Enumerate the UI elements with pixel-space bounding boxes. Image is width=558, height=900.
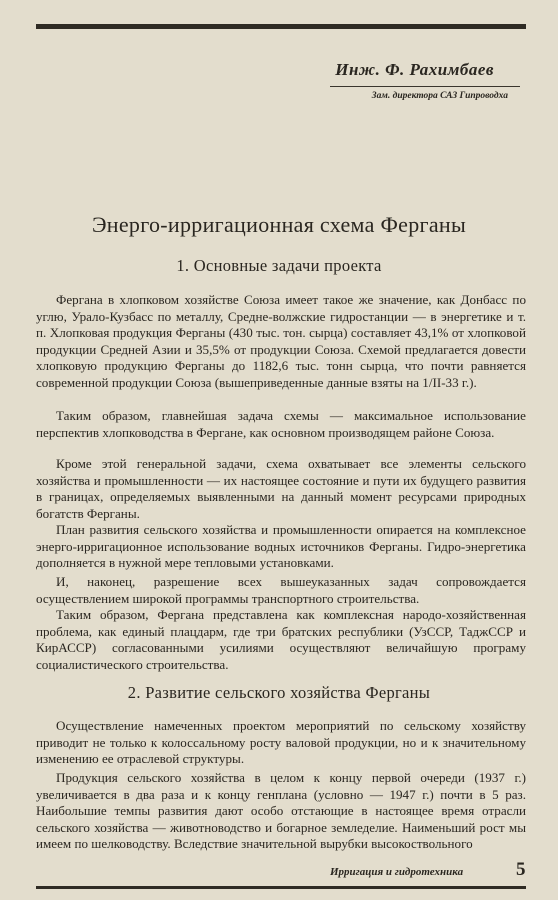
page-number: 5 (516, 859, 526, 880)
author-name: Инж. Ф. Рахимбаев (335, 60, 494, 79)
section-2-heading: 2. Развитие сельского хозяйства Ферганы (127, 683, 431, 702)
paragraph: Таким образом, Фергана представлена как комплексная народо-хозяйственная проблема, как единый плацдарм, где три братских республики (УзССР, ТаджССР и КирАССР) согласованными усилиями осуществляют величайшую програму социалистического строительства. (36, 607, 526, 672)
bottom-rule (36, 886, 526, 889)
paragraph: Продукция сельского хозяйства в целом к концу первой очереди (1937 г.) увеличивается в два раза и к концу генплана (условно — 1947 г.) почти в 5 раз. Наибольшие темпы развития дают особо отстающие в настоящее время отрасли сельского хозяйства — животноводство и богарное земледелие. Наименьший рост мы имеем по шелководству. Вследствие значительной вырубки высокоствольного (36, 770, 526, 852)
top-rule (36, 24, 526, 29)
author-underline (330, 86, 520, 87)
paragraph: И, наконец, разрешение всех вышеуказанных задач сопровождается осуществлением широкой программы транспортного строительства. (36, 574, 526, 606)
paragraph: Фергана в хлопковом хозяйстве Союза имеет такое же значение, как Донбасс по углю, Урало-Кузбасс по металлу, Средне-волжские гидростанции — в энергетике и т. п. Хлопковая продукция Ферганы (430 тыс. тон. сырца) составляет 43,1% от хлопковой продукции Средней Азии и 35,5% от продукции Союза. Схемой предлагается довести хлопковую продукцию Ферганы до 1182,6 тыс. тонн сырца, что почти равняется современной продукции Союза (вышеприведенные данные взяты на 1/II-33 г.). (36, 292, 526, 390)
paragraph: План развития сельского хозяйства и промышленности опирается на комплексное энерго-ирригационное использование водных источников Ферганы. Гидро-энергетика дополняется в нужной мере тепловыми установками. (36, 522, 526, 571)
paragraph: Осуществление намеченных проектом мероприятий по сельскому хозяйству приводит не только к колоссальному росту валовой продукции, но и к значительному изменению ее отраслевой структуры. (36, 718, 526, 767)
section-1-heading: 1. Основные задачи проекта (176, 256, 382, 275)
paragraph: Таким образом, главнейшая задача схемы — максимальное использование перспектив хлопководства в Фергане, как основном производящем районе Союза. (36, 408, 526, 440)
paragraph: Кроме этой генеральной задачи, схема охватывает все элементы сельского хозяйства и промышленности — их настоящее состояние и пути их будущего развития в границах, определяемых выявленными на данный момент ресурсами природных богатств Ферганы. (36, 456, 526, 521)
journal-title: Ирригация и гидротехника (330, 866, 464, 878)
article-title: Энерго-ирригационная схема Ферганы (91, 212, 467, 237)
author-position: Зам. директора САЗ Гипроводха (371, 91, 508, 101)
